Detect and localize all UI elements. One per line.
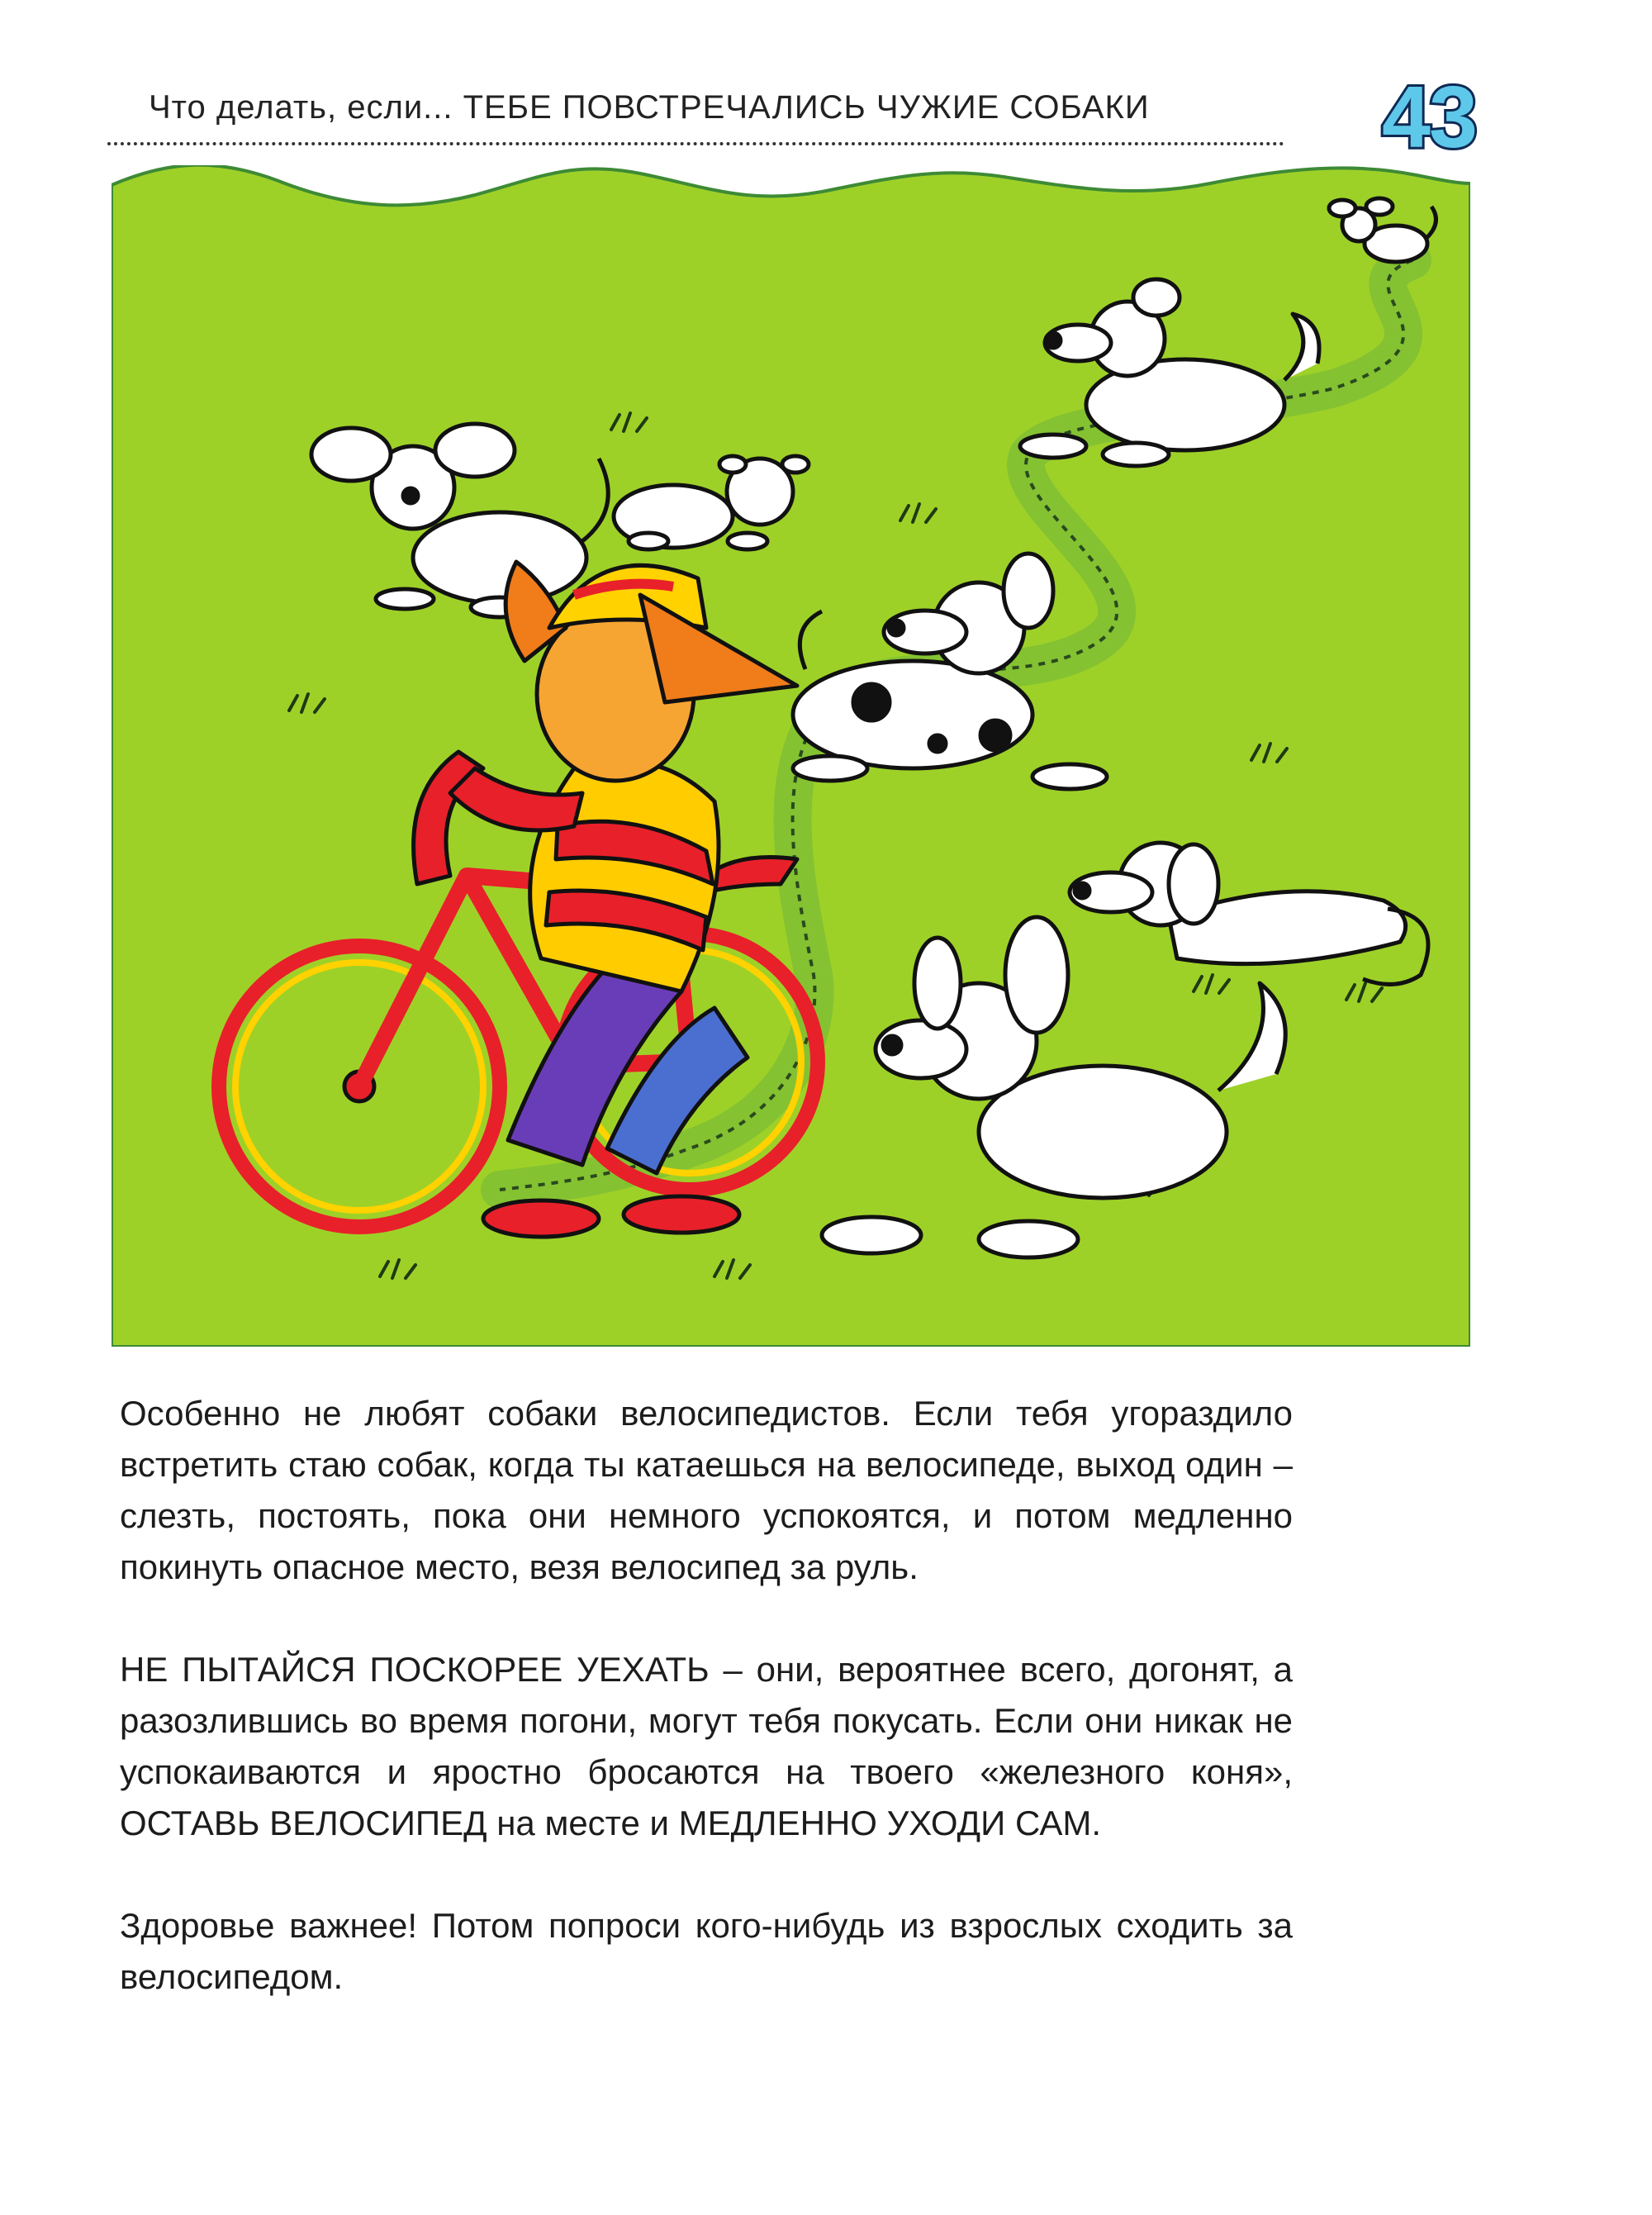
page-number xyxy=(1359,71,1499,162)
paragraph-2-text-a: – они, вероятнее всего, догонят, а разозлившись во время погони, могут тебя покусать. Если они никак не успокаиваются и яростно бросаются на твоего «железного коня», xyxy=(120,1650,1293,1791)
running-header: Что делать, если... ТЕБЕ ПОВСТРЕЧАЛИСЬ ЧУЖИЕ СОБАКИ xyxy=(149,89,1150,126)
header-dotted-rule xyxy=(107,142,1284,145)
article-body xyxy=(120,1388,1293,2003)
emphasis-walk-away-slowly: МЕДЛЕННО УХОДИ САМ. xyxy=(678,1804,1102,1842)
paragraph-2 xyxy=(120,1644,1293,1849)
page-number-label: 43 xyxy=(1382,71,1476,162)
paragraph-1: Особенно не любят собаки велосипедистов. Если тебя угораздило встретить стаю собак, когда ты катаешься на велосипеде, выход один – слезть, постоять, пока они немного успокоятся, и потом медленно покинуть опасное место, везя велосипед за руль. xyxy=(120,1394,1293,1586)
paragraph-3: Здоровье важнее! Потом попроси кого-нибудь из взрослых сходить за велосипедом. xyxy=(120,1906,1293,1996)
emphasis-dont-ride-away: НЕ ПЫТАЙСЯ ПОСКОРЕЕ УЕХАТЬ xyxy=(120,1650,710,1689)
dogs-and-cyclist-illustration xyxy=(112,165,1470,1347)
paragraph-2-text-b: на месте и xyxy=(487,1804,679,1842)
emphasis-leave-bicycle: ОСТАВЬ ВЕЛОСИПЕД xyxy=(120,1804,487,1842)
